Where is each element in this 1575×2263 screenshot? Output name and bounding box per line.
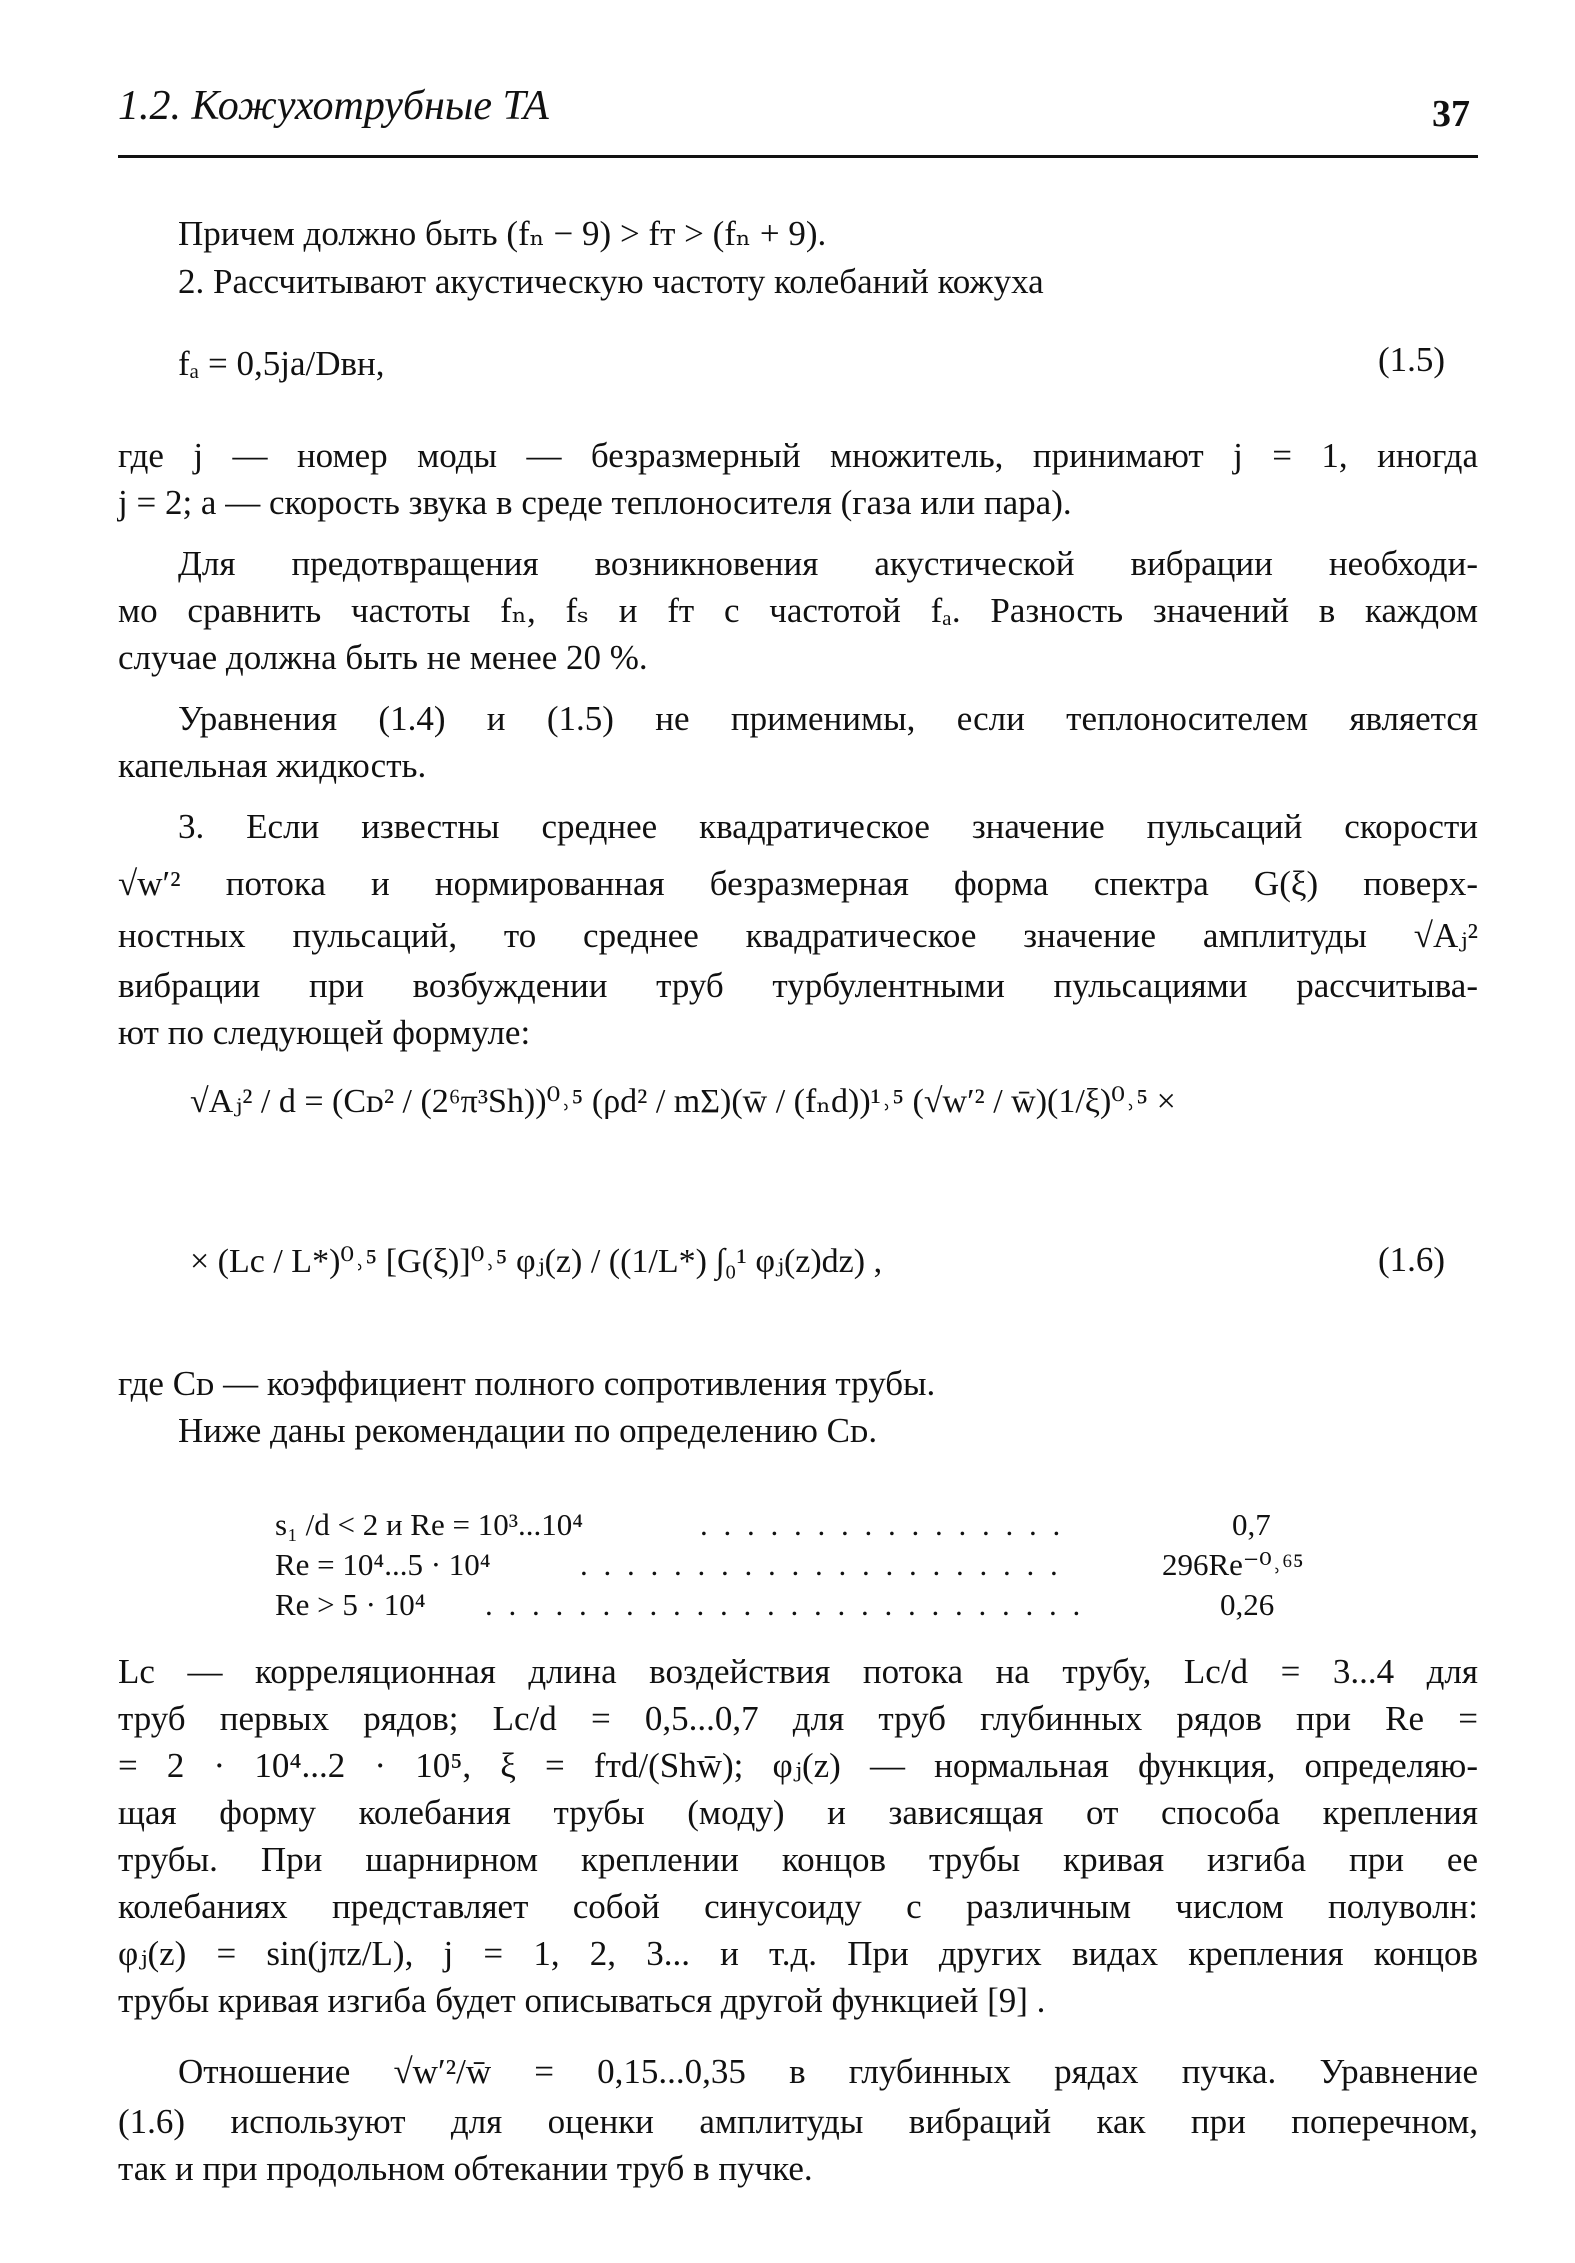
- ratio-paragraph-line-3: так и при продольном обтекании труб в пучке.: [118, 2149, 813, 2188]
- cd-table-row-2-condition: Re = 10⁴...5 · 10⁴: [275, 1547, 491, 1582]
- cd-table-row-3-value: 0,26: [1220, 1587, 1275, 1622]
- running-header-title: 1.2. Кожухотрубные ТА: [118, 83, 549, 129]
- mode-definition-line-1: где j — номер моды — безразмерный множитель, принимают j = 1, иногда: [118, 436, 1478, 475]
- equation-number-1-5: (1.5): [1378, 340, 1446, 379]
- page-number: 37: [1432, 93, 1470, 135]
- cd-table-row-1-leader: . . . . . . . . . . . . . . . .: [700, 1507, 1065, 1542]
- equation-1-6-line-1: √Aⱼ² / d = (Cᴅ² / (2⁶π³Sh))⁰˒⁵ (ρd² / mΣ)(w̄ / (fₙd))¹˒⁵ (√w′² / w̄)(1/ξ)⁰˒⁵ ×: [190, 1083, 1176, 1120]
- correlation-paragraph-line-7: φⱼ(z) = sin(jπz/L), j = 1, 2, 3... и т.д. При других видах крепления концов: [118, 1934, 1478, 1973]
- turbulence-paragraph-line-3: ностных пульсаций, то среднее квадратическое значение амплитуды √Aⱼ²: [118, 916, 1478, 955]
- cd-table-row-2-value: 296Re⁻⁰˒⁶⁵: [1162, 1547, 1304, 1582]
- turbulence-paragraph-line-1: 3. Если известны среднее квадратическое значение пульсаций скорости: [178, 807, 1478, 846]
- cd-table-row-2-leader: . . . . . . . . . . . . . . . . . . . . .: [580, 1547, 1062, 1582]
- cd-table-row-3-condition: Re > 5 · 10⁴: [275, 1587, 426, 1622]
- acoustic-paragraph-line-2: мо сравнить частоты fₙ, fₛ и fт с частотой fₐ. Разность значений в каждом: [118, 591, 1478, 630]
- turbulence-paragraph-line-4: вибрации при возбуждении труб турбулентными пульсациями рассчитыва-: [118, 966, 1478, 1005]
- correlation-paragraph-line-1: Lс — корреляционная длина воздействия потока на трубу, Lс/d = 3...4 для: [118, 1652, 1478, 1691]
- acoustic-paragraph-line-1: Для предотвращения возникновения акустической вибрации необходи-: [178, 544, 1478, 583]
- equation-1-5: fₐ = 0,5ja/Dвн,: [178, 344, 385, 383]
- mode-definition-line-2: j = 2; a — скорость звука в среде теплоносителя (газа или пара).: [118, 483, 1072, 522]
- correlation-paragraph-line-6: колебаниях представляет собой синусоиду с различным числом полуволн:: [118, 1887, 1478, 1926]
- equations-note-line-1: Уравнения (1.4) и (1.5) не применимы, если теплоносителем является: [178, 699, 1478, 738]
- correlation-paragraph-line-3: = 2 · 10⁴...2 · 10⁵, ξ = fтd/(Shw̄); φⱼ(z) — нормальная функция, определяю-: [118, 1746, 1478, 1785]
- ratio-paragraph-line-1: Отношение √w′²/w̄ = 0,15...0,35 в глубинных рядах пучка. Уравнение: [178, 2052, 1478, 2091]
- cd-table-row-3-leader: . . . . . . . . . . . . . . . . . . . . . . . . . .: [485, 1587, 1085, 1622]
- header-rule: [118, 155, 1478, 158]
- correlation-paragraph-line-2: труб первых рядов; Lс/d = 0,5...0,7 для труб глубинных рядов при Re =: [118, 1699, 1478, 1738]
- step-2-text: 2. Рассчитывают акустическую частоту колебаний кожуха: [178, 262, 1044, 301]
- correlation-paragraph-line-8: трубы кривая изгиба будет описываться другой функцией [9] .: [118, 1981, 1046, 2020]
- cd-table-row-1-value: 0,7: [1232, 1507, 1271, 1542]
- ratio-paragraph-line-2: (1.6) используют для оценки амплитуды вибраций как при поперечном,: [118, 2102, 1478, 2141]
- correlation-paragraph-line-5: трубы. При шарнирном креплении концов трубы кривая изгиба при ее: [118, 1840, 1478, 1879]
- turbulence-paragraph-line-2: √w′² потока и нормированная безразмерная форма спектра G(ξ) поверх-: [118, 864, 1478, 903]
- turbulence-paragraph-line-5: ют по следующей формуле:: [118, 1013, 531, 1052]
- cd-table-row-1-condition: s₁ /d < 2 и Re = 10³...10⁴: [275, 1507, 584, 1542]
- equation-1-6-line-2: × (Lс / L*)⁰˒⁵ [G(ξ)]⁰˒⁵ φⱼ(z) / ((1/L*) ∫₀¹ φⱼ(z)dz) ,: [190, 1243, 883, 1280]
- acoustic-paragraph-line-3: случае должна быть не менее 20 %.: [118, 638, 648, 677]
- condition-line: Причем должно быть (fₙ − 9) > fт > (fₙ + 9).: [178, 214, 827, 253]
- correlation-paragraph-line-4: щая форму колебания трубы (моду) и зависящая от способа крепления: [118, 1793, 1478, 1832]
- drag-coefficient-intro: Ниже даны рекомендации по определению Cᴅ.: [178, 1411, 878, 1450]
- equations-note-line-2: капельная жидкость.: [118, 746, 427, 785]
- equation-number-1-6: (1.6): [1378, 1240, 1446, 1279]
- drag-coefficient-definition: где Cᴅ — коэффициент полного сопротивления трубы.: [118, 1364, 936, 1403]
